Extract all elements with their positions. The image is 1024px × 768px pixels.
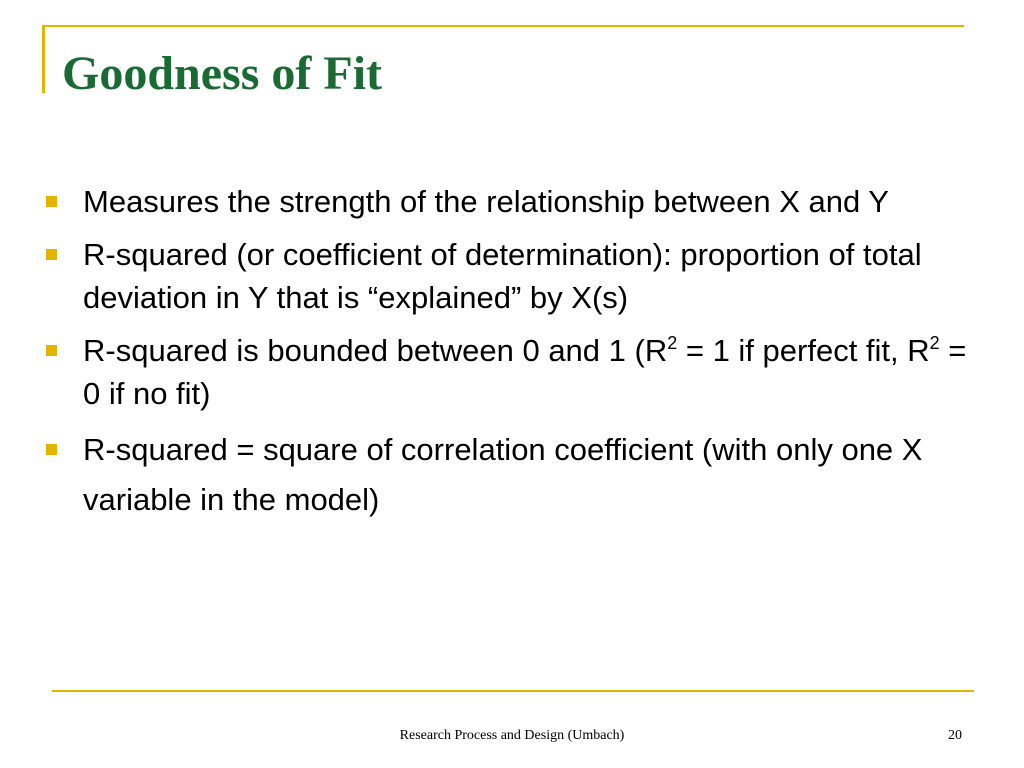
bullet-item-2 [44, 233, 984, 319]
bullet-text: Measures the strength of the relationship between X and Y [83, 184, 889, 219]
square-bullet-icon [46, 196, 57, 207]
bullet-text-part: = 1 if perfect fit, R [677, 333, 930, 368]
superscript-two: 2 [667, 333, 678, 353]
square-bullet-icon [46, 444, 57, 455]
bullet-text-part: = 0 if no fit) [83, 333, 967, 411]
bullet-item-1 [44, 180, 984, 223]
bullet-text-part: R-squared is bounded between 0 and 1 (R [83, 333, 668, 368]
bullet-text [83, 333, 966, 411]
bullet-text: R-squared = square of correlation coefficient (with only one X variable in the model) [83, 432, 923, 517]
bullet-item-3 [44, 329, 984, 415]
square-bullet-icon [46, 345, 57, 356]
slide-title: Goodness of Fit [62, 47, 383, 100]
title-frame-top-rule [42, 25, 964, 27]
page-number: 20 [948, 728, 962, 743]
bullet-item-4 [44, 425, 984, 525]
title-frame-left-rule [42, 25, 45, 93]
superscript-two: 2 [929, 333, 940, 353]
footer-rule [52, 690, 974, 692]
square-bullet-icon [46, 249, 57, 260]
bullet-list [44, 180, 984, 535]
bullet-text: R-squared (or coefficient of determination): proportion of total deviation in Y that is “explained” by X(s) [83, 237, 922, 315]
footer-text: Research Process and Design (Umbach) [399, 728, 625, 743]
